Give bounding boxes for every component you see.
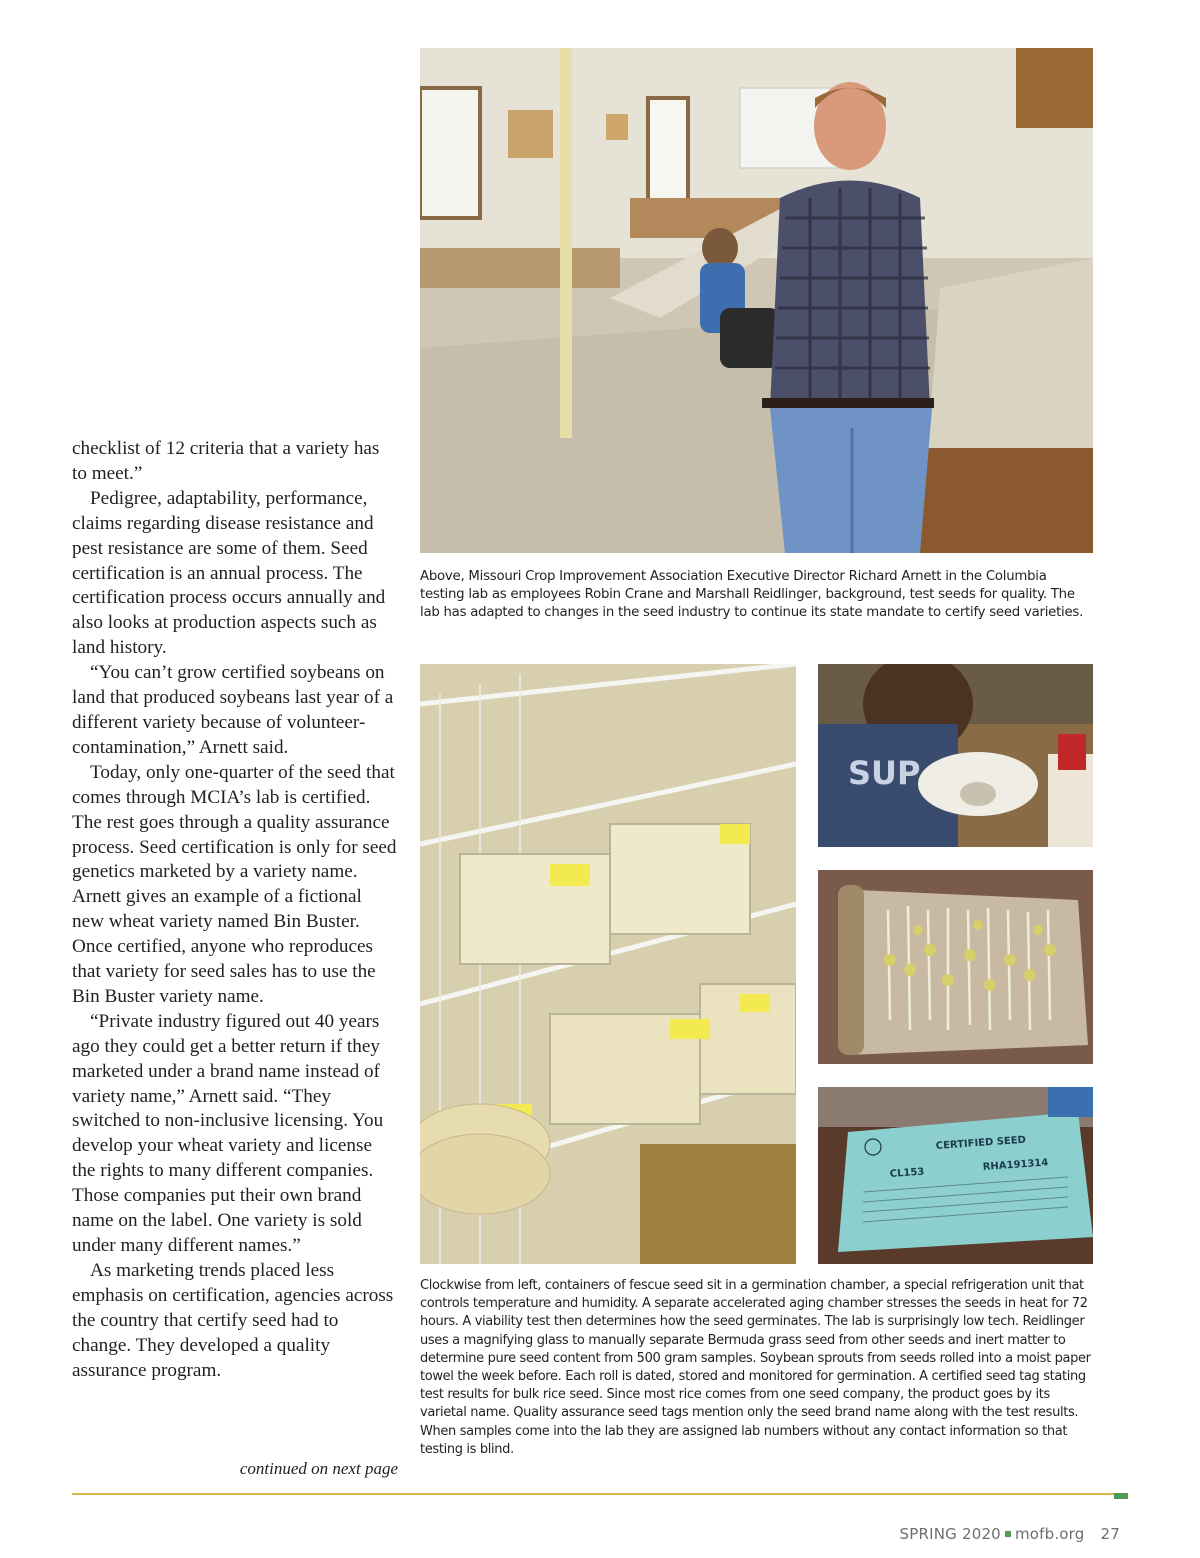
tag-title: CERTIFIED SEED [935, 1134, 1027, 1152]
photo-caption-bottom: Clockwise from left, containers of fescue seed sit in a germination chamber, a special refrigeration unit that controls temperature and humidity. A separate accelerated aging chamber stresses the seeds in heat for 72 hours. A viability test then determines how the seed germinates. The lab is surprisingly low tech. Reidlinger uses a magnifying glass to manually separate Bermuda grass seed from other seeds and inert matter to determine pure seed content from 500 gram samples. Soybean sprouts from seeds rolled into a moist paper towel the week before. Each roll is dated, stored and monitored for germination. A certified seed tag stating test results for bulk rice seed. Since most rice comes from one seed company, the product goes by its varietal name. Quality assurance seed tags mention only the seed brand name along with the test results. When samples come into the lab they are assigned lab numbers without any contact information so that testing is blind. [420, 1278, 1091, 1457]
article-paragraph: Pedigree, adaptability, performance, claims regarding disease resistance and pest resistance are some of them. Seed certification is an annual process. The certification process occurs annually and also looks at production aspects such as land history. [72, 487, 386, 659]
article-column [72, 437, 398, 1383]
footer-site-link[interactable]: mofb.org [1014, 1525, 1085, 1543]
magnifying-glass-image [818, 664, 1093, 847]
tag-lot: RHA191314 [982, 1157, 1049, 1173]
germination-chamber-photo [420, 664, 796, 1264]
tag-variety: CL153 [889, 1166, 925, 1180]
article-paragraph: “You can’t grow certified soybeans on land that produced soybeans last year of a different variety because of volunteer-contamination,” Arnett said. [72, 662, 394, 758]
footer-issue: SPRING 2020 [899, 1525, 1001, 1543]
page-footer [900, 1525, 1120, 1543]
lab-photo-image [420, 48, 1093, 553]
certified-seed-tag-photo [818, 1087, 1093, 1264]
lab-photo [420, 48, 1093, 553]
footer-rule [72, 1493, 1128, 1495]
article-paragraph: Today, only one-quarter of the seed that comes through MCIA’s lab is certified. The rest goes through a quality assurance process. Seed certification is only for seed genetics marketed by a variety name. Arnett gives an example of a fictional new wheat variety named Bin Buster. Once certified, anyone who reproduces that variety for seed sales has to use the Bin Buster variety name. [72, 761, 397, 1007]
photo-caption-top: Above, Missouri Crop Improvement Association Executive Director Richard Arnett in the Columbia testing lab as employees Robin Crane and Marshall Reidlinger, background, test seeds for quality. The lab has adapted to changes in the seed industry to continue its state mandate to certify seed varieties. [420, 569, 1084, 620]
footer-square-icon [1005, 1531, 1011, 1537]
footer-accent-bar [1114, 1493, 1128, 1499]
svg-text:SUP: SUP [848, 754, 921, 792]
certified-seed-tag-image [818, 1087, 1093, 1264]
article-paragraph: “Private industry figured out 40 years ago they could get a better return if they marketed under a brand name instead of variety name,” Arnett said. “They switched to non-inclusive licensing. You develop your wheat variety and license the rights to many different companies. Those companies put their own brand name on the label. One variety is sold under many different names.” [72, 1010, 384, 1256]
soybean-sprouts-image [818, 870, 1093, 1064]
article-paragraph: As marketing trends placed less emphasis on certification, agencies across the country that certify seed had to change. They developed a quality assurance program. [72, 1259, 394, 1381]
continued-note: continued on next page [239, 1459, 398, 1478]
article-paragraph: checklist of 12 criteria that a variety has to meet.” [72, 438, 380, 484]
germination-chamber-image [420, 664, 796, 1264]
page-number: 27 [1100, 1525, 1120, 1543]
soybean-sprouts-photo [818, 870, 1093, 1064]
magnifying-glass-photo [818, 664, 1093, 847]
